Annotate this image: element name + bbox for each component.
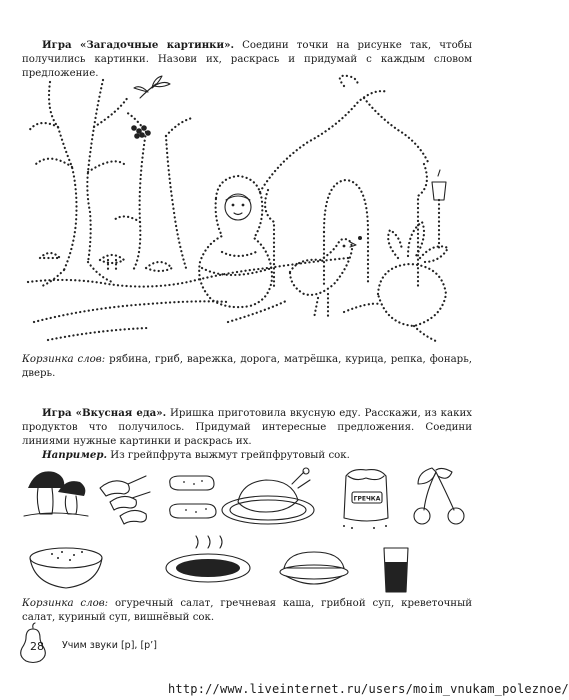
task2-text: Иришка приготовила вкусную еду. Расскажи, из каких продуктов что получилось. Придумай интересные предложения. Соедини линиями нужные картинки и раскрась их.: [22, 408, 472, 447]
salad-bowl-icon: [280, 552, 348, 584]
task1-text: Соедини точки на рисунке так, чтобы получились картинки. Назови их, раскрась и придумай с каждым словом предложение.: [22, 40, 472, 79]
task1-basket-label: Корзинка слов:: [22, 354, 106, 365]
mushrooms-icon: [24, 471, 88, 516]
buckwheat-porridge-bowl-icon: [30, 548, 102, 588]
cucumbers-icon: [170, 476, 216, 518]
dot-to-dot-picture: [28, 72, 478, 350]
lantern-icon: [432, 170, 446, 248]
mushrooms-dotted: [40, 253, 172, 272]
hen-eye-icon: [343, 242, 356, 247]
food-row-top: [22, 462, 478, 542]
bag-label: ГРЕЧКА: [353, 495, 381, 503]
shrimps-icon: [100, 476, 150, 524]
rowan-berries-icon: [131, 76, 170, 139]
path-dots: [228, 300, 380, 322]
source-url[interactable]: http://www.liveinternet.ru/users/moim_vnukam_poleznoe/: [168, 682, 569, 696]
task2-example-text: Из грейпфрута выжмут грейпфрутовый сок.: [107, 450, 350, 461]
birch-tree-dotted: [114, 112, 192, 272]
book-title: Учим звуки [р], [р’]: [62, 640, 157, 651]
soup-plate-icon: [166, 536, 250, 582]
hen-dotted: [290, 239, 352, 318]
task1-word-basket: [22, 353, 472, 381]
food-row-bottom: [22, 540, 478, 596]
task1-title: Игра «Загадочные картинки».: [42, 39, 234, 51]
task2-title: Игра «Вкусная еда».: [42, 407, 167, 419]
road-dotted: [28, 258, 348, 340]
task2-example: [22, 448, 472, 463]
door-knob-icon: [358, 236, 362, 240]
juice-glass-icon: [384, 548, 408, 592]
task1-basket-words: рябина, гриб, варежка, дорога, матрёшка, курица, репка, фонарь, дверь.: [22, 354, 472, 379]
task2-word-basket: [22, 597, 472, 625]
house-dotted: [260, 76, 428, 286]
task2-instructions: [22, 406, 472, 449]
roast-chicken-icon: [222, 468, 314, 524]
task2-example-label: Например.: [42, 449, 108, 461]
page-number: 28: [30, 640, 44, 653]
matryoshka-face-icon: [225, 194, 251, 220]
task2-basket-words: огуречный салат, гречневая каша, грибной суп, креветочный салат, куриный суп, вишнёвый сок.: [22, 598, 472, 623]
turnip-dotted: [378, 222, 448, 342]
task2-basket-label: Корзинка слов:: [22, 598, 109, 609]
cherries-icon: [414, 468, 464, 524]
